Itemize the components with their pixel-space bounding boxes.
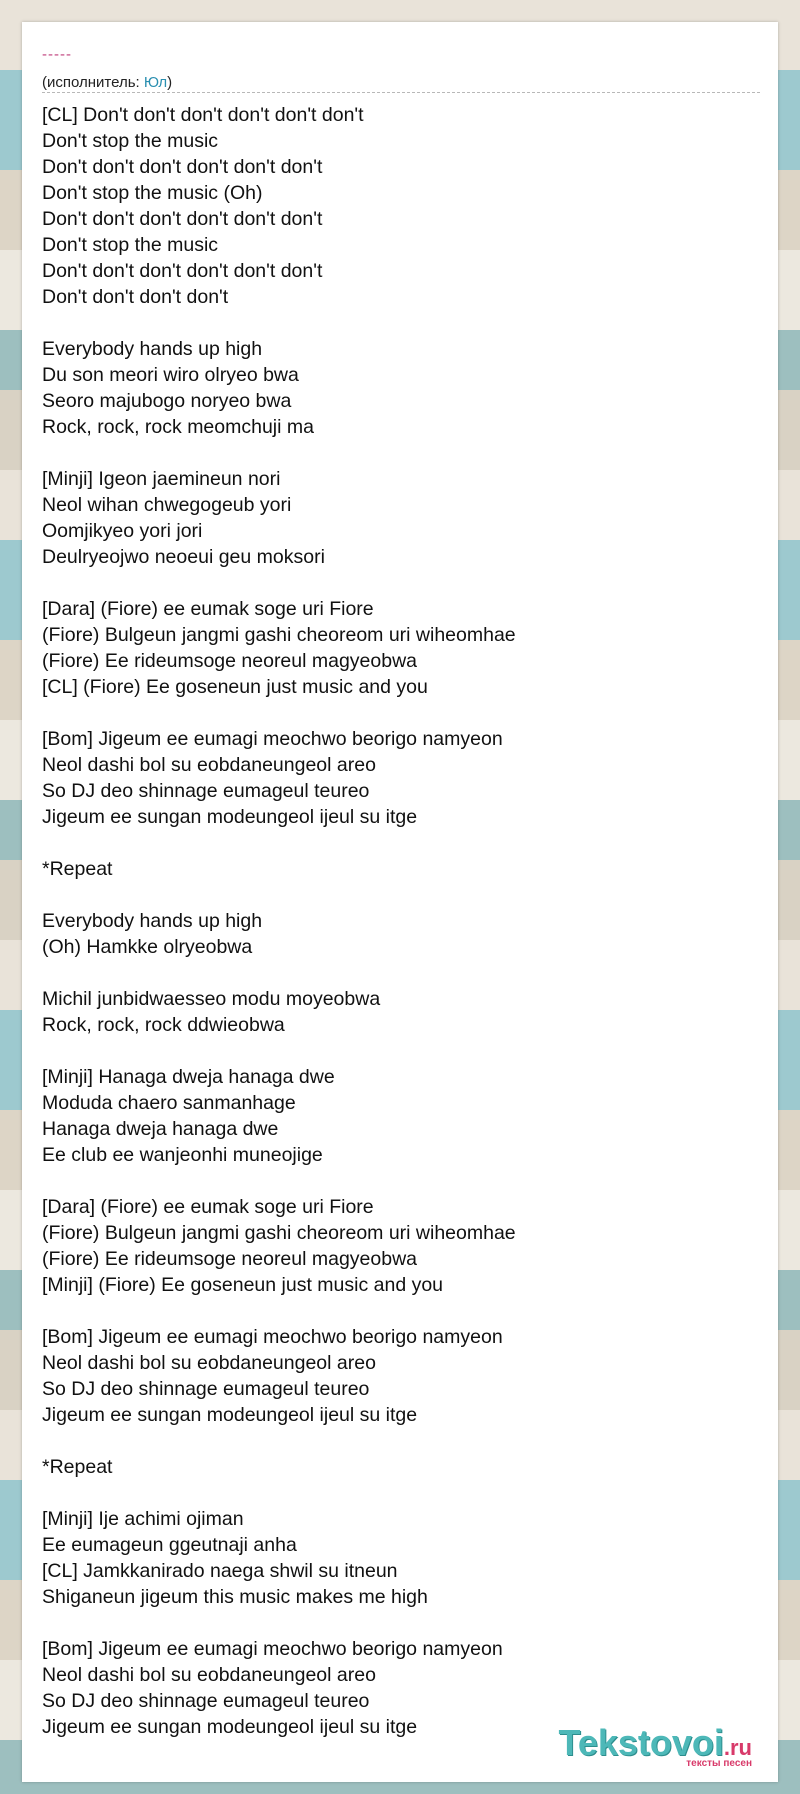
lyrics-line: Don't don't don't don't don't don't — [42, 208, 323, 230]
lyrics-line: Don't don't don't don't — [42, 286, 229, 308]
artist-line — [42, 74, 172, 91]
lyrics-line: Shiganeun jigeum this music makes me high — [42, 1586, 428, 1608]
lyrics-blank-line — [42, 1168, 760, 1194]
lyrics-line: (Fiore) Bulgeun jangmi gashi cheoreom uri wiheomhae — [42, 624, 516, 646]
lyrics-line: Everybody hands up high — [42, 338, 263, 360]
lyrics-line: Du son meori wiro olryeo bwa — [42, 364, 299, 386]
lyrics-line: So DJ deo shinnage eumageul teureo — [42, 1690, 370, 1712]
lyrics-line: *Repeat — [42, 858, 113, 880]
lyrics-line: Don't stop the music — [42, 234, 219, 256]
lyrics-line: Rock, rock, rock ddwieobwa — [42, 1014, 285, 1036]
logo-tagline: тексты песен — [686, 1758, 752, 1769]
song-title: ----- — [42, 46, 72, 63]
lyrics-line: Everybody hands up high — [42, 910, 263, 932]
lyrics-line: (Fiore) Bulgeun jangmi gashi cheoreom uri wiheomhae — [42, 1222, 516, 1244]
logo-tld: .ru — [723, 1735, 752, 1760]
site-logo[interactable] — [559, 1722, 753, 1769]
lyrics-sheet — [22, 22, 778, 1782]
lyrics-blank-line — [42, 310, 760, 336]
lyrics-blank-line — [42, 830, 760, 856]
lyrics-line: Seoro majubogo noryeo bwa — [42, 390, 292, 412]
lyrics-line: Neol dashi bol su eobdaneungeol areo — [42, 1352, 376, 1374]
lyrics-line: Ee club ee wanjeonhi muneojige — [42, 1144, 323, 1166]
artist-link[interactable]: Юл — [143, 74, 168, 91]
lyrics-line: Don't don't don't don't don't don't — [42, 156, 323, 178]
lyrics-line: Don't don't don't don't don't don't — [42, 260, 323, 282]
lyrics-line: [Bom] Jigeum ee eumagi meochwo beorigo namyeon — [42, 1638, 503, 1660]
lyrics-line: (Fiore) Ee rideumsoge neoreul magyeobwa — [42, 650, 418, 672]
lyrics-line: Moduda chaero sanmanhage — [42, 1092, 296, 1114]
lyrics-blank-line — [42, 1038, 760, 1064]
lyrics-line: [Minji] Ije achimi ojiman — [42, 1508, 244, 1530]
lyrics-blank-line — [42, 440, 760, 466]
lyrics-line: Don't stop the music (Oh) — [42, 182, 263, 204]
lyrics-line: Jigeum ee sungan modeungeol ijeul su itge — [42, 1716, 418, 1738]
artist-prefix: (исполнитель: — [42, 74, 144, 91]
lyrics-line: (Oh) Hamkke olryeobwa — [42, 936, 253, 958]
lyrics-line: [Dara] (Fiore) ee eumak soge uri Fiore — [42, 598, 374, 620]
lyrics-blank-line — [42, 882, 760, 908]
lyrics-line: (Fiore) Ee rideumsoge neoreul magyeobwa — [42, 1248, 418, 1270]
artist-suffix: ) — [167, 74, 173, 91]
lyrics-line: Michil junbidwaesseo modu moyeobwa — [42, 988, 381, 1010]
lyrics-line: Ee eumageun ggeutnaji anha — [42, 1534, 297, 1556]
lyrics-line: Deulryeojwo neoeui geu moksori — [42, 546, 325, 568]
lyrics-line: Neol dashi bol su eobdaneungeol areo — [42, 754, 376, 776]
lyrics-blank-line — [42, 1610, 760, 1636]
lyrics-line: Don't stop the music — [42, 130, 219, 152]
lyrics-blank-line — [42, 960, 760, 986]
lyrics-line: Oomjikyeo yori jori — [42, 520, 203, 542]
lyrics-line: [Minji] (Fiore) Ee goseneun just music and you — [42, 1274, 444, 1296]
lyrics-line: Rock, rock, rock meomchuji ma — [42, 416, 314, 438]
lyrics-blank-line — [42, 1298, 760, 1324]
lyrics-line: [CL] (Fiore) Ee goseneun just music and you — [42, 676, 428, 698]
lyrics-line: [CL] Don't don't don't don't don't don't — [42, 104, 364, 126]
logo-name: Tekstovoi — [558, 1722, 724, 1763]
lyrics-line: [Dara] (Fiore) ee eumak soge uri Fiore — [42, 1196, 374, 1218]
lyrics-line: [Minji] Igeon jaemineun nori — [42, 468, 281, 490]
lyrics-blank-line — [42, 1480, 760, 1506]
divider — [42, 92, 760, 93]
lyrics-line: [Bom] Jigeum ee eumagi meochwo beorigo namyeon — [42, 728, 503, 750]
lyrics-blank-line — [42, 700, 760, 726]
lyrics-line: Jigeum ee sungan modeungeol ijeul su itge — [42, 1404, 418, 1426]
lyrics-line: [Bom] Jigeum ee eumagi meochwo beorigo namyeon — [42, 1326, 503, 1348]
lyrics-line: Hanaga dweja hanaga dwe — [42, 1118, 279, 1140]
lyrics-line: *Repeat — [42, 1456, 113, 1478]
lyrics-blank-line — [42, 1428, 760, 1454]
lyrics-line: So DJ deo shinnage eumageul teureo — [42, 780, 370, 802]
lyrics-blank-line — [42, 570, 760, 596]
lyrics-line: Jigeum ee sungan modeungeol ijeul su itge — [42, 806, 418, 828]
lyrics-line: Neol wihan chwegogeub yori — [42, 494, 292, 516]
lyrics-line: [Minji] Hanaga dweja hanaga dwe — [42, 1066, 335, 1088]
lyrics-line: So DJ deo shinnage eumageul teureo — [42, 1378, 370, 1400]
lyrics-line: Neol dashi bol su eobdaneungeol areo — [42, 1664, 376, 1686]
lyrics-line: [CL] Jamkkanirado naega shwil su itneun — [42, 1560, 398, 1582]
lyrics-body — [42, 102, 760, 1740]
